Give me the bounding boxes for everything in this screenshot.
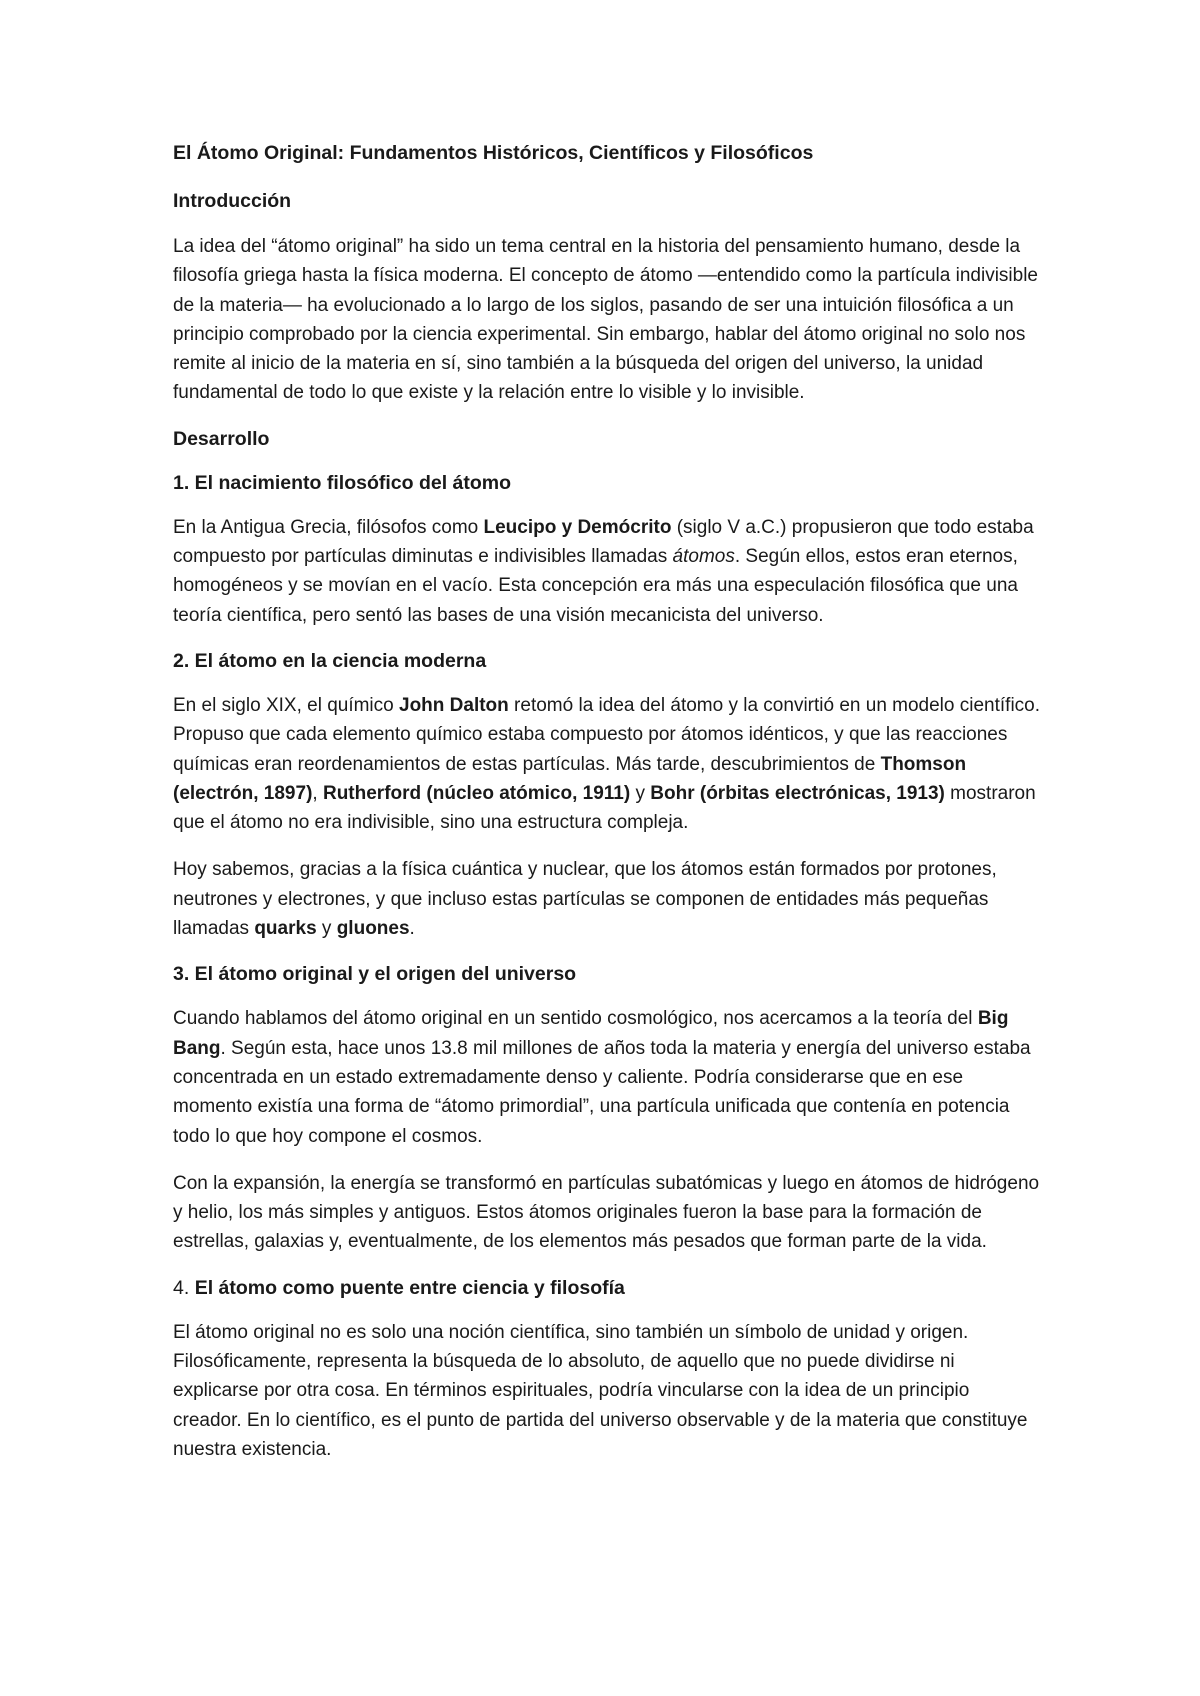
text-span: (siglo V a.C.) propusieron que todo estaba compuesto por partículas diminutas e indivisibles llamadas — [173, 516, 1034, 568]
section-4-number: 4. — [173, 1276, 195, 1299]
bold-term: Leucipo y Demócrito — [483, 516, 672, 538]
document-title: El Átomo Original: Fundamentos Históricos, Científicos y Filosóficos — [173, 142, 814, 164]
section-3-paragraph-2: Con la expansión, la energía se transformó en partículas subatómicas y luego en átomos de hidrógeno y helio, los más simples y antiguos. Estos átomos originales fueron la base para la formación de estrellas, galaxias y, eventualmente, de los elementos más pesados que forman parte de la vida. — [173, 1172, 1040, 1253]
development-heading: Desarrollo — [173, 427, 270, 450]
section-2-heading: 2. El átomo en la ciencia moderna — [173, 649, 487, 672]
section-3-paragraph-1 — [173, 1004, 1043, 1150]
text-span: Cuando hablamos del átomo original en un sentido cosmológico, nos acercamos a la teoría del — [173, 1008, 978, 1030]
bold-term: gluones — [336, 918, 410, 940]
italic-term: átomos — [672, 546, 735, 568]
section-3-heading: 3. El átomo original y el origen del universo — [173, 963, 577, 986]
text-span: y — [316, 918, 337, 940]
document-page — [173, 140, 1043, 1482]
text-span: . — [409, 918, 415, 940]
section-4-heading-text: El átomo como puente entre ciencia y filosofía — [194, 1276, 625, 1299]
text-span: En la Antigua Grecia, filósofos como — [173, 516, 484, 538]
intro-heading: Introducción — [173, 190, 292, 212]
bold-term: Big Bang — [173, 1008, 1009, 1059]
section-4-paragraph: El átomo original no es solo una noción científica, sino también un símbolo de unidad y origen. Filosóficamente, representa la búsqueda de lo absoluto, de aquello que no puede dividirse ni explicarse por otra cosa. En términos espirituales, podría vincularse con la idea de un principio creador. En lo científico, es el punto de partida del universo observable y de la materia que constituye nuestra existencia. — [173, 1321, 1028, 1460]
bold-term: John Dalton — [399, 694, 509, 716]
bold-term: quarks — [254, 918, 317, 940]
text-span: y — [630, 782, 651, 804]
bold-term: Bohr (órbitas electrónicas, 1913) — [650, 782, 945, 804]
bold-term: Thomson (electrón, 1897) — [173, 753, 967, 804]
bold-term: Rutherford (núcleo atómico, 1911) — [322, 782, 631, 804]
text-span: . Según ellos, estos eran eternos, homogéneos y se movían en el vacío. Esta concepción era más una especulación filosófica que una teoría científica, pero sentó las bases de una visión mecanicista del universo. — [173, 546, 1018, 626]
text-span: retomó la idea del átomo y la convirtió en un modelo científico. Propuso que cada elemento químico estaba compuesto por átomos idénticos, y que las reacciones químicas eran reordenamientos de estas partículas. Más tarde, descubrimientos de — [173, 694, 1041, 775]
intro-paragraph: La idea del “átomo original” ha sido un tema central en la historia del pensamiento humano, desde la filosofía griega hasta la física moderna. El concepto de átomo —entendido como la partícula indivisible de la materia— ha evolucionado a lo largo de los siglos, pasando de ser una intuición filosófica a un principio comprobado por la ciencia experimental. Sin embargo, hablar del átomo original no solo nos remite al inicio de la materia en sí, sino también a la búsqueda del origen del universo, la unidad fundamental de todo lo que existe y la relación entre lo visible y lo invisible. — [173, 236, 1038, 404]
text-span: Hoy sabemos, gracias a la física cuántica y nuclear, que los átomos están formados por protones, neutrones y electrones, y que incluso estas partículas se componen de entidades más pequeñas llamadas — [173, 859, 997, 940]
text-span: . Según esta, hace unos 13.8 mil millones de años toda la materia y energía del universo estaba concentrada en un estado extremadamente denso y caliente. Podría considerarse que en ese momento existía una forma de “átomo primordial”, una partícula unificada que contenía en potencia todo lo que hoy compone el cosmos. — [173, 1037, 1031, 1147]
section-1-paragraph — [173, 513, 1043, 630]
text-span: En el siglo XIX, el químico — [173, 694, 399, 716]
section-1-heading: 1. El nacimiento filosófico del átomo — [173, 471, 512, 494]
section-2-paragraph-2 — [173, 855, 1043, 943]
text-span: , — [312, 782, 323, 804]
section-4-heading — [173, 1275, 1043, 1301]
text-span: mostraron que el átomo no era indivisible, sino una estructura compleja. — [173, 782, 1036, 834]
section-2-paragraph-1 — [173, 691, 1043, 837]
